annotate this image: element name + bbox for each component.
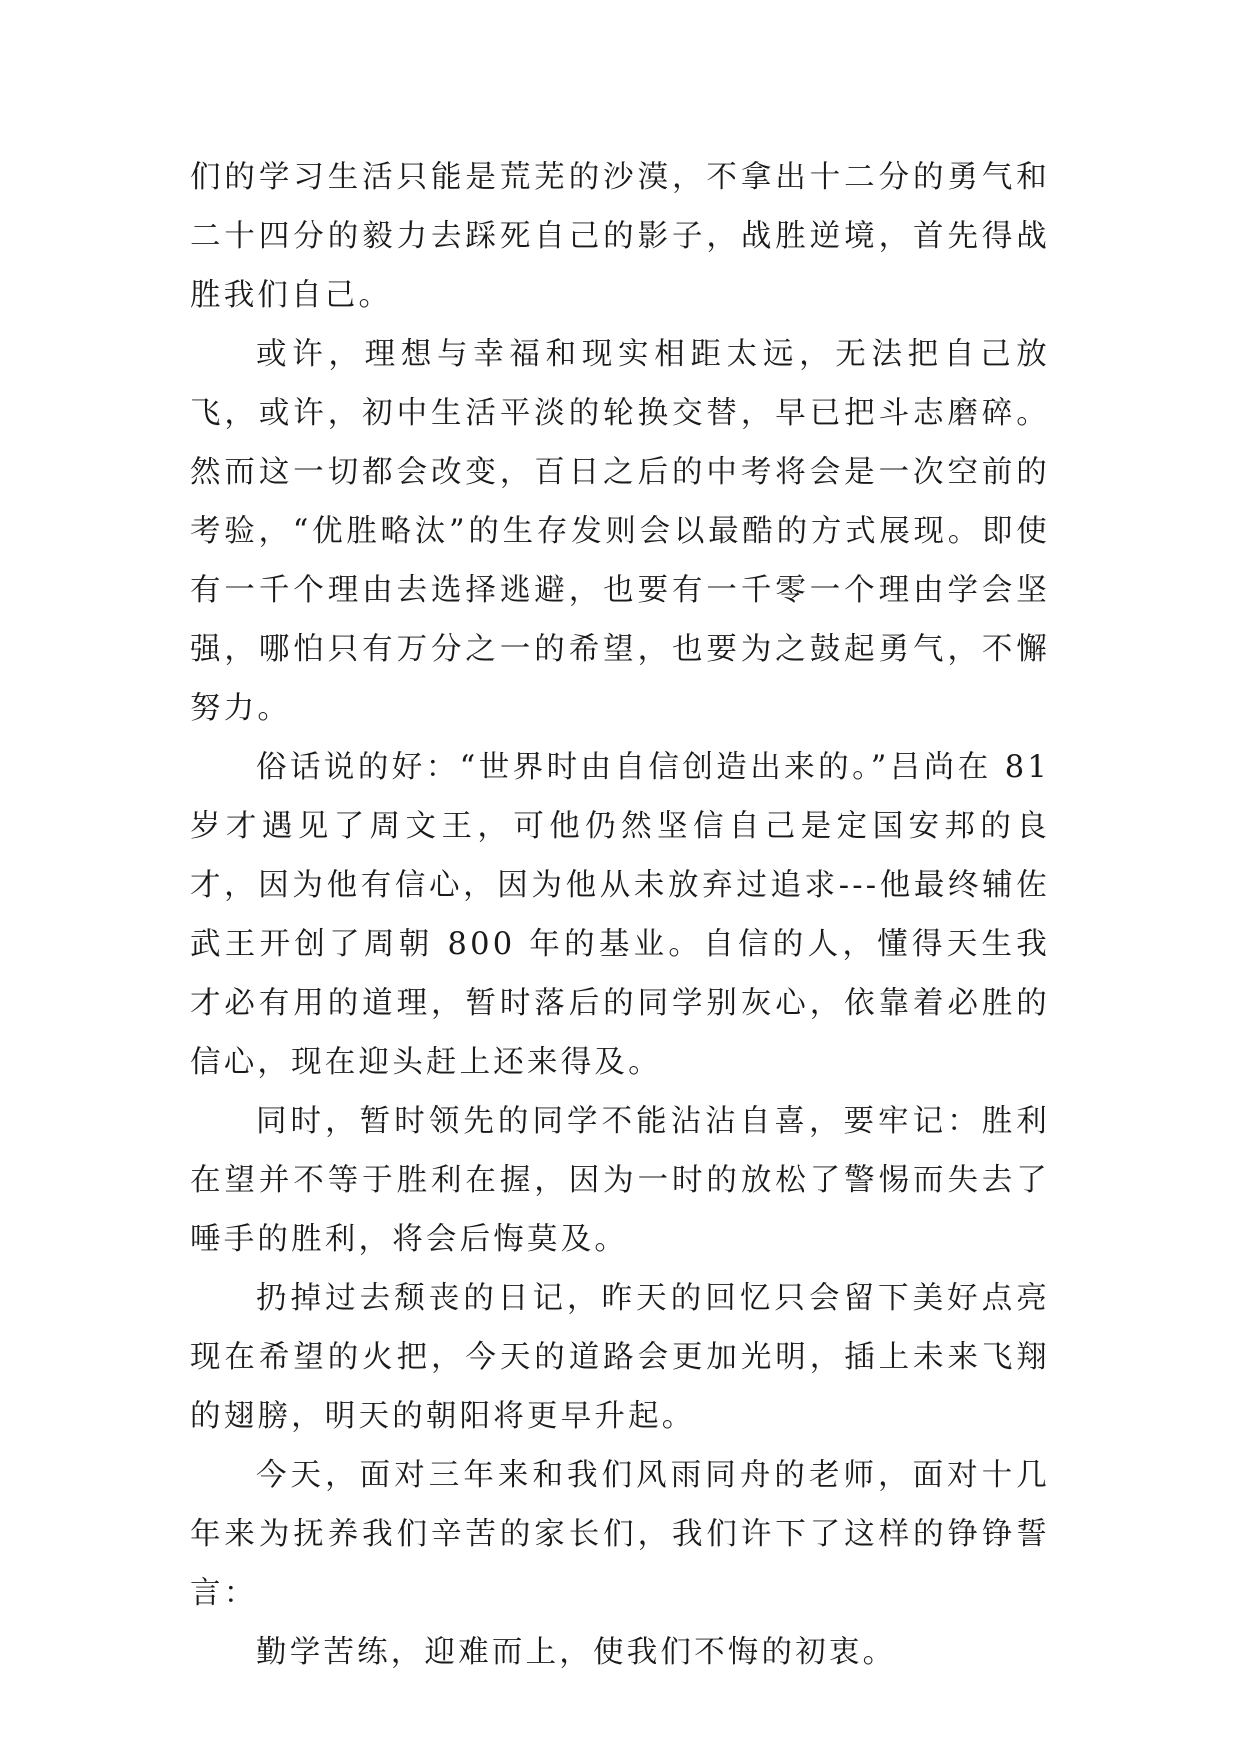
paragraph-continuation: 们的学习生活只能是荒芜的沙漠，不拿出十二分的勇气和二十四分的毅力去踩死自己的影子，战胜逆境，首先得战胜我们自己。 xyxy=(190,160,1050,313)
paragraph-vow: 勤学苦练，迎难而上，使我们不悔的初衷。 xyxy=(256,1635,897,1670)
paragraph-discard-past: 扔掉过去颓丧的日记，昨天的回忆只会留下美好点亮现在希望的火把，今天的道路会更加光明，插上未来飞翔的翅膀，明天的朝阳将更早升起。 xyxy=(190,1281,1050,1434)
paragraph-vow-intro: 今天，面对三年来和我们风雨同舟的老师，面对十几年来为抚养我们辛苦的家长们，我们许下了这样的铮铮誓言： xyxy=(190,1458,1050,1611)
paragraph-self-confidence: 俗话说的好：“世界时由自信创造出来的。”吕尚在 81 岁才遇见了周文王，可他仍然坚信自己是定国安邦的良才，因为他有信心，因为他从未放弃过追求---他最终辅佐武王开创了周朝 800 年的基业。自信的人，懂得天生我才必有用的道理，暂时落后的同学别灰心，依靠着必胜的信心，现在迎头赶上还来得及。 xyxy=(190,750,1050,1080)
paragraph-leading-students: 同时，暂时领先的同学不能沾沾自喜，要牢记：胜利在望并不等于胜利在握，因为一时的放松了警惕而失去了唾手的胜利，将会后悔莫及。 xyxy=(190,1104,1050,1257)
paragraph-ideal-and-reality: 或许，理想与幸福和现实相距太远，无法把自己放飞，或许，初中生活平淡的轮换交替，早已把斗志磨碎。然而这一切都会改变，百日之后的中考将会是一次空前的考验，“优胜略汰”的生存发则会以最酷的方式展现。即使有一千个理由去选择逃避，也要有一千零一个理由学会坚强，哪怕只有万分之一的希望，也要为之鼓起勇气，不懈努力。 xyxy=(190,337,1050,726)
document-body xyxy=(190,148,1050,1682)
